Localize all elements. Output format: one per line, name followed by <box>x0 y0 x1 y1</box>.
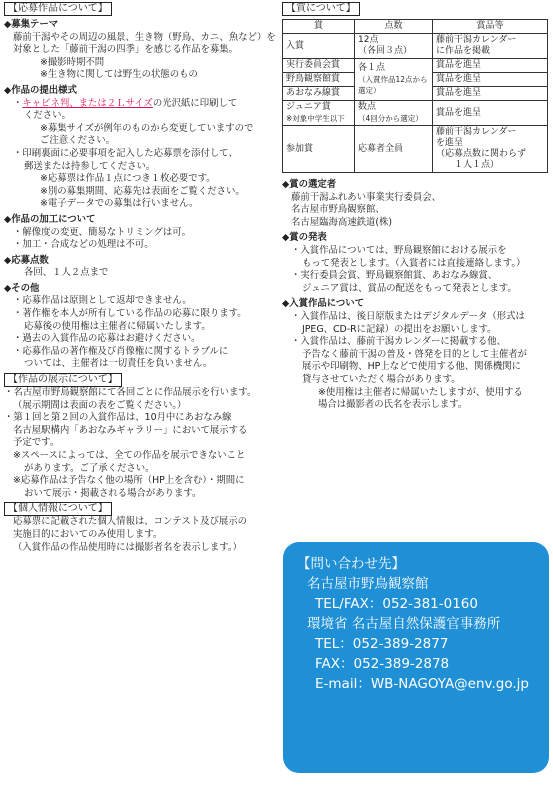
prize-cell: 藤前干潟カレンダー に作品を掲載 <box>433 34 548 59</box>
count-text: 各回、１人２点まで <box>24 267 109 279</box>
exhibit-line: ・名古屋市野鳥観察館にて各回ごとに作品展示を行います。 <box>4 387 257 399</box>
prize-table <box>282 19 548 173</box>
exhibit-note: があります。ご了承ください。 <box>24 462 155 474</box>
winner-line: 展示や印刷物、HP上などで使用する他、関係機関に <box>302 361 521 373</box>
submit-note: ※募集サイズが例年のものから変更していますので <box>40 122 254 134</box>
judge-title: ◆賞の選定者 <box>282 179 337 190</box>
award-cell: ジュニア賞 ※対象中学生以下 <box>283 101 355 126</box>
award-cell: 参加賞 <box>283 126 355 173</box>
print-size-highlight: キャビネ判、または２Ｌサイズ <box>22 97 153 109</box>
other-line: ・応募作品の著作権及び肖像権に関するトラブルに <box>13 345 229 357</box>
privacy-line: （入賞作品の作品使用時には撮影者名を表示します。） <box>13 541 242 553</box>
prize-section-heading: 【賞について】 <box>282 2 360 16</box>
exhibit-line: 予定です。 <box>13 437 60 449</box>
privacy-line: 応募票に記載された個人情報は、コンテスト及び展示の <box>13 516 248 528</box>
count-cell: 12点 （各回３点） <box>355 34 433 59</box>
prize-cell: 賞品を進呈 <box>433 73 548 87</box>
other-line: ・著作権を本人が所有している作品の応募に限ります。 <box>13 308 247 320</box>
process-title: ◆作品の加工について <box>4 213 96 225</box>
count-cell: 数点 （4回分から選定） <box>355 101 433 126</box>
prize-cell: 賞品を進呈 <box>433 87 548 101</box>
contact-tel: TEL：052-389-2877 <box>315 636 449 652</box>
contact-title: 【問い合わせ先】 <box>297 556 405 572</box>
announce-line: ・実行委員会賞、野鳥観察館賞、あおなみ線賞、 <box>291 270 498 282</box>
left-column <box>4 0 277 554</box>
announce-line: もって発表とします。（入賞者には直接連絡します。） <box>302 257 526 269</box>
submit-line: ください。 <box>24 110 71 122</box>
winner-line: JPEG、CD-Rに記録）の提出をお願いします。 <box>302 323 497 335</box>
col-header-count: 点数 <box>355 20 433 34</box>
winner-line: ・入賞作品は、藤前干潟カレンダーに掲載する他、 <box>291 336 507 348</box>
process-line: ・解像度の変更、簡易なトリミングは可。 <box>13 226 191 238</box>
contact-tel: TEL/FAX：052-381-0160 <box>315 596 478 612</box>
exhibit-section-heading: 【作品の展示について】 <box>4 373 122 387</box>
count-cell: 各１点 （入賞作品12点から選定） <box>355 59 433 101</box>
winner-note: 場合は撮影者の氏名を表示します。 <box>318 399 468 411</box>
prize-cell: 賞品を進呈 <box>433 59 548 73</box>
other-line: ・応募作品は原則として返却できません。 <box>13 295 192 307</box>
prize-cell: 藤前干潟カレンダー を進呈 （応募点数に関わらず １人１点） <box>433 126 548 173</box>
exhibit-note: ※スペースによっては、全ての作品を展示できないこと <box>13 450 246 461</box>
theme-text: 対象とした「藤前干潟の四季」を感じる作品を募集。 <box>13 44 239 56</box>
col-header-award: 賞 <box>283 20 355 34</box>
count-title: ◆応募点数 <box>4 254 49 266</box>
winner-line: 予告なく藤前干潟の普及・啓発を目的として主催者が <box>302 348 528 360</box>
exhibit-note: おいて展示・掲載される場合があります。 <box>24 487 202 499</box>
judge-line: 藤前干潟ふれあい事業実行委員会、 <box>291 191 442 203</box>
submit-note: ※応募票は作品１点につき１枚必要です。 <box>40 173 216 185</box>
submit-line: 郵送または持参してください。 <box>24 160 156 172</box>
table-row <box>283 34 548 59</box>
table-row <box>283 101 548 126</box>
privacy-line: 実施目的においてのみ使用します。 <box>13 528 163 540</box>
judge-line: 名古屋臨海高速鉄道(株) <box>291 216 393 228</box>
other-line: ・過去の入賞作品の応募はお避けください。 <box>13 333 201 345</box>
award-cell: 野鳥観察館賞 <box>283 73 355 87</box>
submit-note: ご注意ください。 <box>40 135 116 147</box>
right-column <box>282 0 550 412</box>
contact-fax: FAX：052-389-2878 <box>315 656 450 672</box>
award-cell: あおなみ線賞 <box>283 87 355 101</box>
exhibit-line: ・第１回と第２回の入賞作品は、10月中にあおなみ線 <box>4 412 232 424</box>
announce-title: ◆賞の発表 <box>282 232 327 244</box>
submit-note: ※電子データでの募集は行いません。 <box>40 198 199 210</box>
col-header-prize: 賞品等 <box>433 20 548 34</box>
submit-title: ◆作品の提出様式 <box>4 84 77 96</box>
theme-text: 藤前干潟やその周辺の風景、生き物（野鳥、カニ、魚など）を <box>13 31 276 43</box>
theme-note: ※生き物に関しては野生の状態のもの <box>40 69 198 81</box>
other-line: 応募後の使用権は主催者に帰属いたします。 <box>24 320 211 332</box>
submit-line: ・キャビネ判、または２Ｌサイズの光沢紙に印刷して <box>13 97 238 109</box>
process-line: ・加工・合成などの処理は不可。 <box>13 239 154 251</box>
contact-org: 名古屋市野鳥観察館 <box>307 576 429 592</box>
judge-line: 名古屋市野鳥観察館、 <box>291 204 385 216</box>
other-line: ついては、主催者は一切責任を負いません。 <box>24 358 213 370</box>
other-title: ◆その他 <box>4 282 40 294</box>
prize-cell: 賞品を進呈 <box>433 101 548 126</box>
works-section-heading: 【応募作品について】 <box>4 2 112 16</box>
theme-note: ※撮影時期不問 <box>40 56 105 68</box>
winner-note: ※使用権は主催者に帰属いたしますが、使用する <box>318 386 523 398</box>
submit-note: ※別の募集期間、応募先は表面をご覧ください。 <box>40 185 245 197</box>
exhibit-note: ※応募作品は予告なく他の場所（HP上を含む）・期間に <box>13 475 245 487</box>
table-row <box>283 59 548 73</box>
announce-line: ジュニア賞は、賞品の配送をもって発表とします。 <box>302 282 517 294</box>
submit-line: ・印刷裏面に必要事項を記入した応募票を添付して、 <box>13 147 238 159</box>
award-cell: 入賞 <box>283 34 355 59</box>
contact-org: 環境省 名古屋自然保護官事務所 <box>307 616 501 632</box>
exhibit-line: 名古屋駅構内「あおなみギャラリー」において展示する <box>13 424 248 436</box>
prize-table-header <box>283 20 548 34</box>
contact-email: E-mail：WB-NAGOYA@env.go.jp <box>315 676 529 692</box>
privacy-section-heading: 【個人情報について】 <box>4 502 112 516</box>
theme-title: ◆募集テーマ <box>4 19 59 30</box>
count-cell: 応募者全員 <box>355 126 433 173</box>
contact-box <box>283 542 549 773</box>
winner-title: ◆入賞作品について <box>282 298 365 310</box>
winner-line: 貸与させていただく場合があります。 <box>302 373 461 385</box>
exhibit-line: （展示期間は表面の表をご覧ください。） <box>13 399 187 411</box>
award-cell: 実行委員会賞 <box>283 59 355 73</box>
table-row <box>283 126 548 173</box>
winner-line: ・入賞作品は、後日原版またはデジタルデータ（形式は <box>291 310 525 322</box>
announce-line: ・入賞作品については、野鳥観察館における展示を <box>291 244 507 256</box>
